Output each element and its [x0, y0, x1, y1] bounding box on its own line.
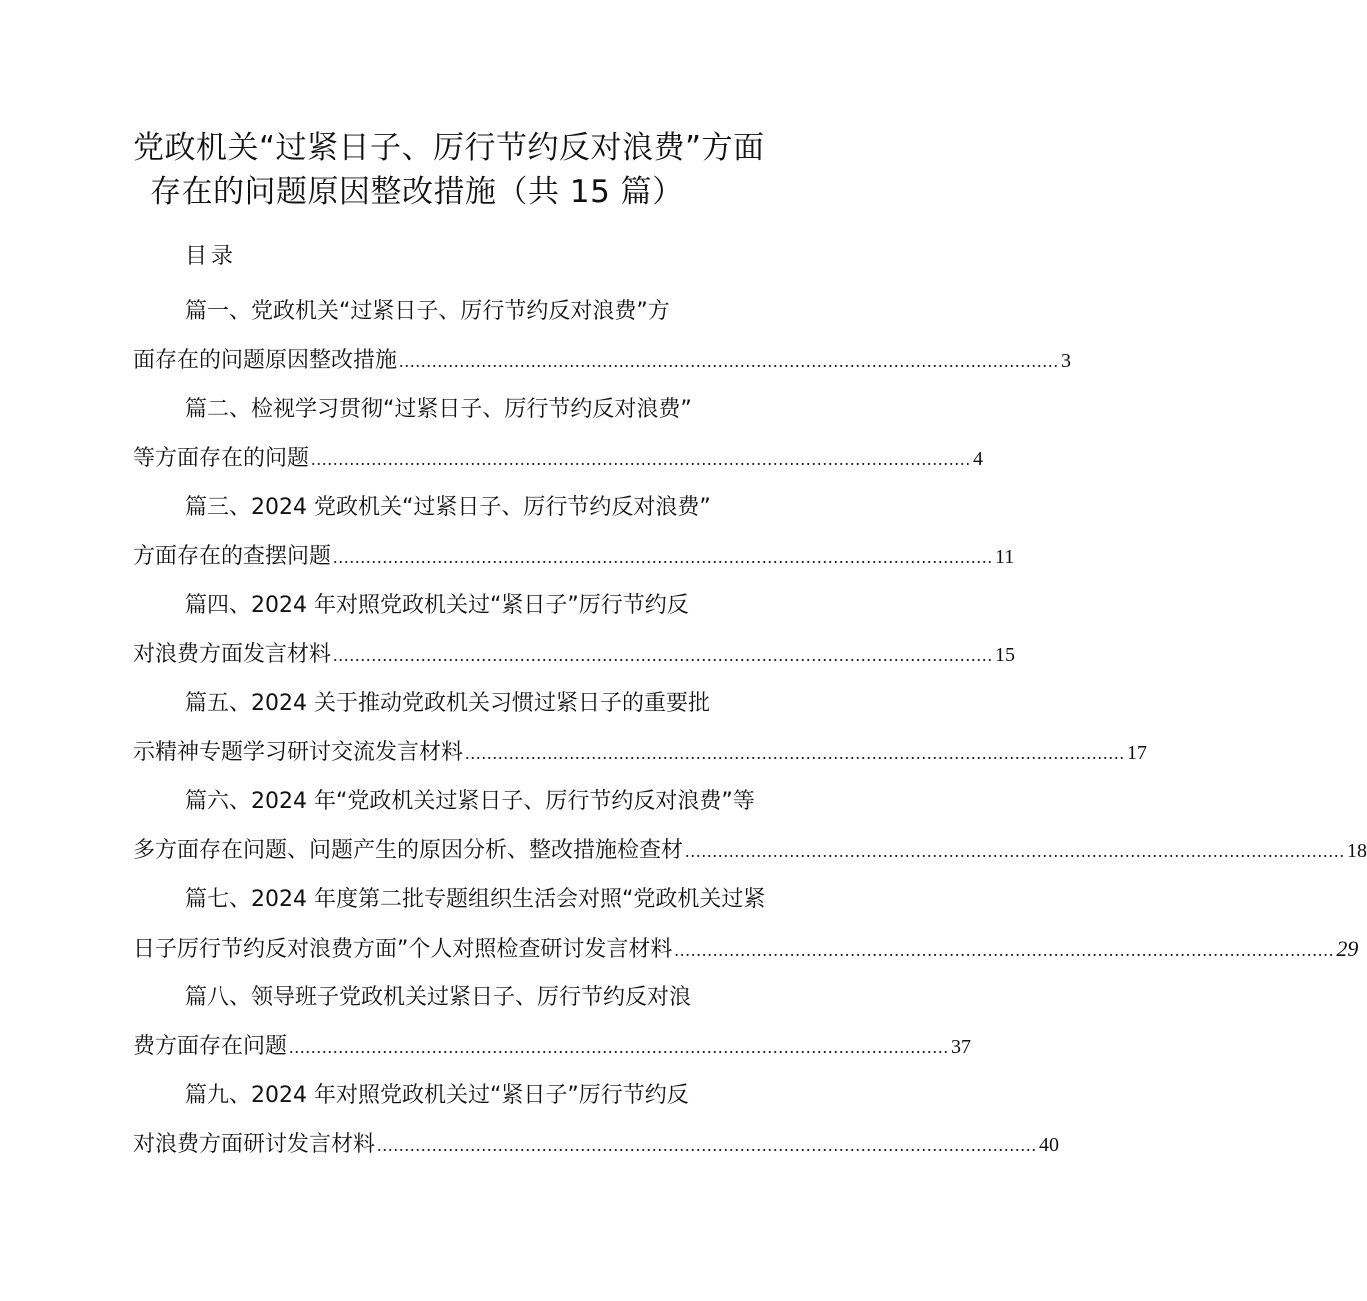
toc-entry-title: 篇三、2024 党政机关“过紧日子、厉行节约反对浪费” — [185, 495, 711, 520]
document-title-line-2: 存在的问题原因整改措施（共 15 篇） — [150, 174, 684, 210]
toc-page-number: 18 — [1347, 840, 1367, 862]
toc-page-number: 15 — [995, 644, 1016, 666]
toc-entry-continuation — [133, 540, 1015, 574]
toc-entry-continuation — [133, 736, 1148, 770]
toc-entry-continuation — [133, 932, 1359, 966]
toc-page-number: 37 — [951, 1036, 972, 1058]
toc-entry-continuation — [133, 1128, 1060, 1162]
toc-page-number: 4 — [973, 448, 984, 470]
toc-entry-continuation — [133, 344, 1072, 378]
toc-entry-text: 费方面存在问题 — [133, 1034, 288, 1059]
toc-entry-title: 篇九、2024 年对照党政机关过“紧日子”厉行节约反 — [185, 1083, 689, 1108]
toc-leader-dots: ........................................................................................................................ — [685, 841, 1346, 861]
toc-entry-title: 篇六、2024 年“党政机关过紧日子、厉行节约反对浪费”等 — [185, 789, 755, 814]
toc-entry-text: 示精神专题学习研讨交流发言材料 — [133, 740, 464, 765]
toc-entry-continuation — [133, 442, 984, 476]
toc-heading: 目录 — [185, 244, 238, 269]
document-title-line-1: 党政机关“过紧日子、厉行节约反对浪费”方面 — [133, 130, 765, 166]
toc-entry-continuation — [133, 638, 1016, 672]
toc-entry-title: 篇五、2024 关于推动党政机关习惯过紧日子的重要批 — [185, 691, 710, 716]
toc-entry-text: 多方面存在问题、问题产生的原因分析、整改措施检查材 — [133, 838, 684, 863]
toc-leader-dots: ........................................................................................................................ — [289, 1037, 950, 1057]
toc-entry-continuation — [133, 1030, 972, 1064]
toc-entry-title: 篇二、检视学习贯彻“过紧日子、厉行节约反对浪费” — [185, 397, 692, 422]
toc-entry-text: 方面存在的查摆问题 — [133, 544, 332, 569]
toc-entry-text: 面存在的问题原因整改措施 — [133, 348, 398, 373]
toc-page-number: 3 — [1061, 350, 1072, 372]
toc-entry-title: 篇四、2024 年对照党政机关过“紧日子”厉行节约反 — [185, 593, 689, 618]
toc-leader-dots: ........................................................................................................................ — [465, 743, 1126, 763]
toc-entry-title: 篇七、2024 年度第二批专题组织生活会对照“党政机关过紧 — [185, 887, 766, 912]
toc-leader-dots: ........................................................................................................................ — [399, 351, 1060, 371]
toc-entry-continuation — [133, 834, 1367, 868]
toc-page-number: 40 — [1039, 1134, 1060, 1156]
toc-entry-text: 对浪费方面发言材料 — [133, 642, 332, 667]
toc-page-number: 11 — [995, 546, 1015, 568]
toc-entry-text: 等方面存在的问题 — [133, 446, 310, 471]
toc-page-number: 17 — [1127, 742, 1148, 764]
toc-leader-dots: ........................................................................................................................ — [674, 940, 1335, 960]
toc-page-number: 29 — [1336, 936, 1359, 961]
toc-entry-text: 对浪费方面研讨发言材料 — [133, 1132, 376, 1157]
toc-entry-title: 篇一、党政机关“过紧日子、厉行节约反对浪费”方 — [185, 299, 670, 324]
toc-entry-text: 日子厉行节约反对浪费方面”个人对照检查研讨发言材料 — [133, 937, 673, 962]
toc-entry-title: 篇八、领导班子党政机关过紧日子、厉行节约反对浪 — [185, 985, 692, 1010]
toc-leader-dots: ........................................................................................................................ — [333, 645, 994, 665]
toc-leader-dots: ........................................................................................................................ — [333, 547, 994, 567]
toc-leader-dots: ........................................................................................................................ — [311, 449, 972, 469]
toc-leader-dots: ........................................................................................................................ — [377, 1135, 1038, 1155]
